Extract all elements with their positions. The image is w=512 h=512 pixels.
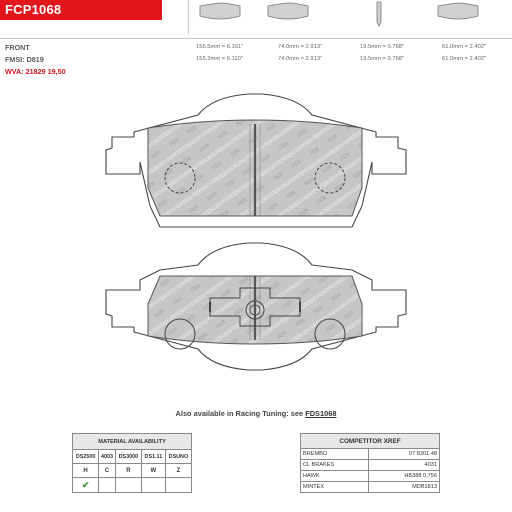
availability-cell — [99, 478, 116, 493]
wva-label: WVA: 21829 19,50 — [5, 67, 66, 76]
xref-brand: MINTEX — [301, 482, 369, 493]
material-code: DS1.11 — [141, 450, 165, 464]
availability-cell — [115, 478, 141, 493]
availability-cell — [141, 478, 165, 493]
fmsi-label: FMSI: D819 — [5, 55, 44, 64]
availability-cell — [73, 478, 99, 493]
position-label: FRONT — [5, 43, 30, 52]
racing-link[interactable]: FDS1068 — [305, 409, 337, 418]
material-code: DS3000 — [115, 450, 141, 464]
dim-length-2: 155.2mm = 6.110" — [196, 56, 243, 62]
dim-thickness-1: 19.5mm = 0.768" — [360, 44, 405, 50]
material-code: DS2500 — [73, 450, 99, 464]
material-code: DSUNO — [165, 450, 191, 464]
dim-height-2: 74.0mm = 2.913" — [278, 56, 323, 62]
part-code: FCP1068 — [5, 2, 62, 17]
competitor-xref-table — [300, 433, 440, 493]
table-row — [301, 471, 440, 482]
dim-width-2: 61.0mm = 2.402" — [442, 56, 487, 62]
material-letter: C — [99, 464, 116, 478]
material-code: 4003 — [99, 450, 116, 464]
material-letter: Z — [165, 464, 191, 478]
racing-note-text: Also available in Racing Tuning: see — [175, 409, 304, 418]
xref-ref: HB388 0,756 — [369, 471, 440, 482]
material-availability-title: MATERIAL AVAILABILITY — [73, 434, 192, 450]
xref-brand: CL BRAKES — [301, 460, 369, 471]
material-letter: H — [73, 464, 99, 478]
xref-brand: HAWK — [301, 471, 369, 482]
dim-height-1: 74.0mm = 2.913" — [278, 44, 323, 50]
availability-cell — [165, 478, 191, 493]
table-row — [301, 449, 440, 460]
xref-ref: MDB1813 — [369, 482, 440, 493]
material-availability-table — [72, 433, 192, 493]
xref-ref: 07.8301.48 — [369, 449, 440, 460]
material-letter: W — [141, 464, 165, 478]
material-letter: R — [115, 464, 141, 478]
xref-ref: 4031 — [369, 460, 440, 471]
dim-width-1: 61.0mm = 2.402" — [442, 44, 487, 50]
dim-thickness-2: 19.5mm = 0.768" — [360, 56, 405, 62]
check-icon: ✔ — [81, 479, 90, 490]
competitor-xref-title: COMPETITOR XREF — [301, 434, 440, 449]
table-row — [301, 460, 440, 471]
xref-brand: BREMBO — [301, 449, 369, 460]
racing-note — [0, 409, 512, 418]
dim-length-1: 156.5mm = 6.161" — [196, 44, 244, 50]
table-row — [301, 482, 440, 493]
